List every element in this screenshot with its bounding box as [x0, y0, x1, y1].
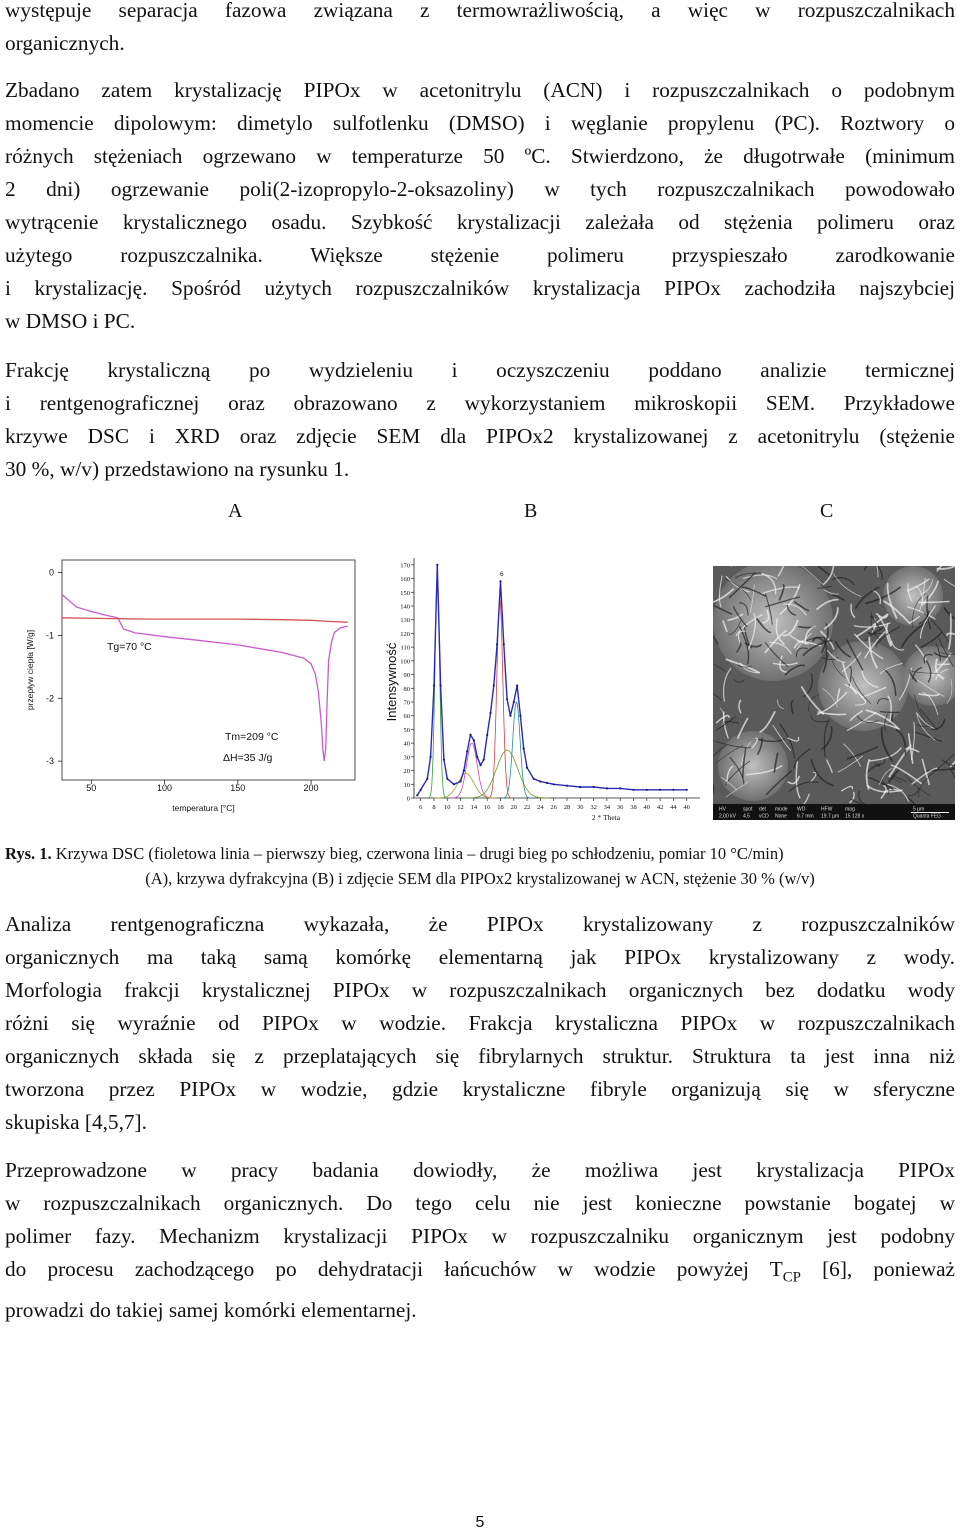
xrd-chart [378, 552, 708, 824]
xrd-point [469, 734, 471, 736]
annotation-tg: Tg=70 °C [107, 641, 152, 653]
text-line: Przeprowadzone w pracy badania dowiodły, że możliwa jest krystalizacja PIPOx [5, 1158, 955, 1182]
y-tick-label: 0 [406, 795, 410, 803]
xrd-point [416, 794, 418, 796]
text-line: użytego rozpuszczalnika. Większe stężenie polimeru przyspieszało zarodkowanie [5, 243, 955, 267]
text-line [5, 1253, 955, 1294]
xrd-point [566, 785, 568, 787]
xrd-point [506, 698, 508, 700]
text-segment: [6], ponieważ [800, 1257, 955, 1281]
xrd-point [619, 787, 621, 789]
xrd-fit-peak-3 [488, 599, 512, 798]
xrd-point [503, 643, 505, 645]
sem-bar-value: 6.7 mm [797, 813, 814, 820]
caption-line [5, 841, 955, 866]
text-line: różni się wyraźnie od PIPOx w wodzie. Frakcja krystaliczna PIPOx w rozpuszczalnikach [5, 1011, 955, 1035]
x-tick-label: 26 [550, 804, 557, 811]
sem-image [713, 566, 955, 820]
xrd-point [546, 782, 548, 784]
paragraph-4 [5, 908, 955, 1139]
x-tick-label: 40 [643, 804, 651, 811]
x-tick-label: 42 [656, 804, 664, 811]
sem-bar-label: HV [719, 806, 726, 813]
x-tick-label: 36 [616, 804, 624, 811]
x-tick-label: 14 [470, 804, 478, 811]
sem-bar-value: 19.7 µm [821, 813, 840, 820]
y-tick-label: -3 [45, 756, 54, 767]
x-tick-label: 34 [603, 804, 611, 811]
y-tick-label: 150 [400, 589, 410, 597]
xrd-point [430, 756, 432, 758]
text-line: w DMSO i PC. [5, 309, 136, 333]
x-tick-label: 22 [523, 804, 531, 811]
xrd-point [433, 684, 435, 686]
x-tick-label: 50 [86, 783, 97, 793]
xrd-fit-peak-1 [428, 579, 447, 798]
x-tick-label: 100 [157, 783, 173, 793]
x-tick-label: 8 [432, 804, 436, 811]
annotation-dh: ΔH=35 J/g [223, 752, 273, 764]
text-line: organicznych ma taką samą komórkę elementarną jak PIPOx krystalizowany z wody. [5, 945, 955, 969]
paragraph-3 [5, 354, 955, 486]
xrd-point [489, 712, 491, 714]
y-tick-label: 30 [403, 754, 410, 762]
x-tick-label: 44 [670, 804, 677, 811]
y-tick-label: 170 [400, 562, 410, 570]
figure-caption [5, 841, 955, 891]
xrd-point [533, 778, 535, 780]
xrd-point [526, 767, 528, 769]
text-line: Zbadano zatem krystalizację PIPOx w acetonitrylu (ACN) i rozpuszczalnikach o podobnym [5, 78, 955, 102]
x-axis-label: temperatura [°C] [172, 803, 235, 813]
y-tick-label: 60 [403, 713, 410, 721]
text-line: występuje separacja fazowa związana z termowrażliwością, a więc w rozpuszczalnikach [5, 0, 955, 22]
figure-letter-a: A [228, 500, 243, 522]
x-tick-label: 200 [303, 783, 319, 793]
subscript-cp: CP [782, 1269, 801, 1286]
y-tick-label: 90 [403, 672, 410, 680]
x-tick-label: 16 [483, 804, 491, 811]
xrd-point [479, 764, 481, 766]
page-number: 5 [475, 1514, 485, 1531]
plot-frame [62, 560, 355, 780]
y-tick-label: 50 [403, 726, 410, 734]
y-tick-label: 160 [400, 576, 410, 584]
x-tick-label: 30 [577, 804, 584, 811]
x-tick-label: 12 [457, 804, 464, 811]
xrd-point [446, 778, 448, 780]
x-tick-label: 32 [590, 804, 597, 811]
sem-bar-label: spot [743, 806, 753, 813]
sem-bar-label: mag [845, 806, 855, 813]
xrd-point [426, 778, 428, 780]
xrd-point [476, 756, 478, 758]
text-line: skupiska [4,5,7]. [5, 1110, 147, 1134]
text-segment: do procesu zachodzącego po dehydratacji łańcuchów w wodzie powyżej T [5, 1257, 783, 1281]
xrd-point [513, 701, 515, 703]
text-line: i krystalizację. Spośród użytych rozpuszczalników krystalizacja PIPOx zachodziła najszybciej [5, 276, 955, 300]
paragraph-5 [5, 1154, 955, 1327]
text-line: krzywe DSC i XRD oraz zdjęcie SEM dla PIPOx2 krystalizowanej z acetonitrylu (stężenie [5, 424, 955, 448]
figure-letter-b: B [524, 500, 538, 522]
xrd-point [473, 739, 475, 741]
sem-fibril [919, 602, 949, 603]
xrd-point [496, 643, 498, 645]
xrd-point [453, 783, 455, 785]
xrd-point [553, 783, 555, 785]
xrd-point [499, 580, 501, 582]
xrd-point [659, 789, 661, 791]
sem-bar-value: vCD [759, 813, 769, 820]
y-tick-label: 70 [403, 699, 410, 707]
xrd-point [493, 684, 495, 686]
dsc-chart [20, 540, 365, 820]
sem-bar-value: Quanta FEG [913, 813, 942, 820]
text-line: w rozpuszczalnikach organicznych. Do tego celu nie jest konieczne powstanie bogatej w [5, 1191, 955, 1215]
x-tick-label: 20 [510, 804, 518, 811]
xrd-point [606, 787, 608, 789]
xrd-point [436, 564, 438, 566]
y-axis-label: Intensywność [384, 642, 399, 722]
text-line: różnych stężeniach ogrzewano w temperaturze 50 ºC. Stwierdzono, że długotrwałe (minimum [5, 144, 955, 168]
caption-line: (A), krzywa dyfrakcyjna (B) i zdjęcie SEM dla PIPOx2 krystalizowanej w ACN, stężenie 30 % (w/v) [145, 869, 815, 888]
xrd-point [516, 684, 518, 686]
y-tick-label: 110 [400, 644, 410, 652]
xrd-series [417, 565, 686, 795]
text-line: polimer fazy. Mechanizm krystalizacji PIPOx w rozpuszczalniku organicznym jest podobny [5, 1224, 955, 1248]
xrd-point [440, 684, 442, 686]
y-tick-label: -2 [45, 693, 54, 704]
xrd-point [686, 789, 688, 791]
peak-label: 6 [499, 570, 504, 578]
sem-bar-label: mode [775, 806, 788, 813]
text-line: 30 %, w/v) przedstawiono na rysunku 1. [5, 457, 350, 481]
y-tick-label: 120 [400, 630, 410, 638]
sem-bar-label: 5 µm [913, 806, 925, 813]
y-tick-label: 130 [400, 617, 410, 625]
text-line: i rentgenograficznej oraz obrazowano z wykorzystaniem mikroskopii SEM. Przykładowe [5, 391, 955, 415]
annotation-tm: Tm=209 °C [225, 731, 279, 743]
y-tick-label: 20 [403, 768, 410, 776]
y-tick-label: 80 [403, 685, 410, 693]
caption-text: Krzywa DSC (fioletowa linia – pierwszy bieg, czerwona linia – drugi bieg po schłodzeniu, pomiar 10 °C/min) [51, 844, 784, 863]
y-tick-label: -1 [45, 630, 54, 641]
xrd-point [579, 786, 581, 788]
xrd-point [486, 734, 488, 736]
figure-letter-c: C [820, 500, 834, 522]
xrd-point [523, 748, 525, 750]
x-tick-label: 24 [537, 804, 544, 811]
xrd-point [593, 786, 595, 788]
x-axis-label: 2 * Theta [591, 813, 621, 822]
x-tick-label: 38 [630, 804, 637, 811]
text-line: organicznych. [5, 31, 125, 55]
paragraph-1 [5, 0, 955, 60]
sem-bar-label: WD [797, 806, 806, 813]
text-line: tworzona przez PIPOx w wodzie, gdzie krystaliczne fibryle organizują się w sferyczne [5, 1077, 955, 1101]
y-tick-label: 0 [48, 567, 54, 578]
y-tick-label: 10 [403, 781, 410, 789]
text-line: prowadzi do takiej samej komórki elementarnej. [5, 1298, 417, 1323]
xrd-point [460, 780, 462, 782]
y-tick-label: 140 [400, 603, 410, 611]
xrd-point [672, 789, 674, 791]
xrd-point [519, 715, 521, 717]
text-line: wytrącenie krystalicznego osadu. Szybkość krystalizacji zależała od stężenia polimeru oraz [5, 210, 955, 234]
text-line: 2 dni) ogrzewanie poli(2-izopropylo-2-oksazoliny) w tych rozpuszczalnikach powodowało [5, 177, 955, 201]
x-tick-label: 10 [444, 804, 451, 811]
x-tick-label: 28 [563, 804, 571, 811]
x-tick-label: 18 [497, 804, 504, 811]
text-line: Analiza rentgenograficzna wykazała, że PIPOx krystalizowany z rozpuszczalników [5, 912, 955, 936]
sem-bar-value: 15 128 x [845, 813, 865, 820]
y-axis-label: przepływ ciepła [W/g] [25, 629, 35, 711]
sem-bar-value: 4.5 [743, 813, 750, 820]
text-line: Frakcję krystaliczną po wydzieleniu i oczyszczeniu poddano analizie termicznej [5, 358, 955, 382]
xrd-point [539, 780, 541, 782]
text-line: momencie dipolowym: dimetylo sulfotlenku (DMSO) i węglanie propylenu (PC). Roztwory o [5, 111, 955, 135]
sem-bar-value: None [775, 813, 787, 820]
text-line: Morfologia frakcji krystalicznej PIPOx w rozpuszczalnikach organicznych bez dodatku wody [5, 978, 955, 1002]
xrd-point [632, 789, 634, 791]
xrd-point [420, 789, 422, 791]
y-tick-label: 40 [403, 740, 410, 748]
paragraph-2 [5, 74, 955, 338]
xrd-point [646, 789, 648, 791]
x-tick-label: 6 [419, 804, 423, 811]
xrd-fit-peak-6 [434, 773, 497, 798]
dsc-series-2 [62, 618, 348, 622]
sem-bar-value: 2.00 kV [719, 813, 736, 820]
caption-label: Rys. 1. [5, 844, 52, 863]
text-line: organicznych składa się z przeplatających się fibrylarnych struktur. Struktura ta jest inna niż [5, 1044, 955, 1068]
xrd-point [483, 759, 485, 761]
y-tick-label: 100 [400, 658, 410, 666]
x-tick-label: 46 [683, 804, 690, 811]
sem-bar-label: det [759, 806, 766, 813]
x-tick-label: 150 [230, 783, 246, 793]
xrd-point [463, 770, 465, 772]
xrd-point [509, 715, 511, 717]
sem-bar-label: HFW [821, 806, 833, 813]
xrd-point [443, 759, 445, 761]
xrd-point [466, 750, 468, 752]
